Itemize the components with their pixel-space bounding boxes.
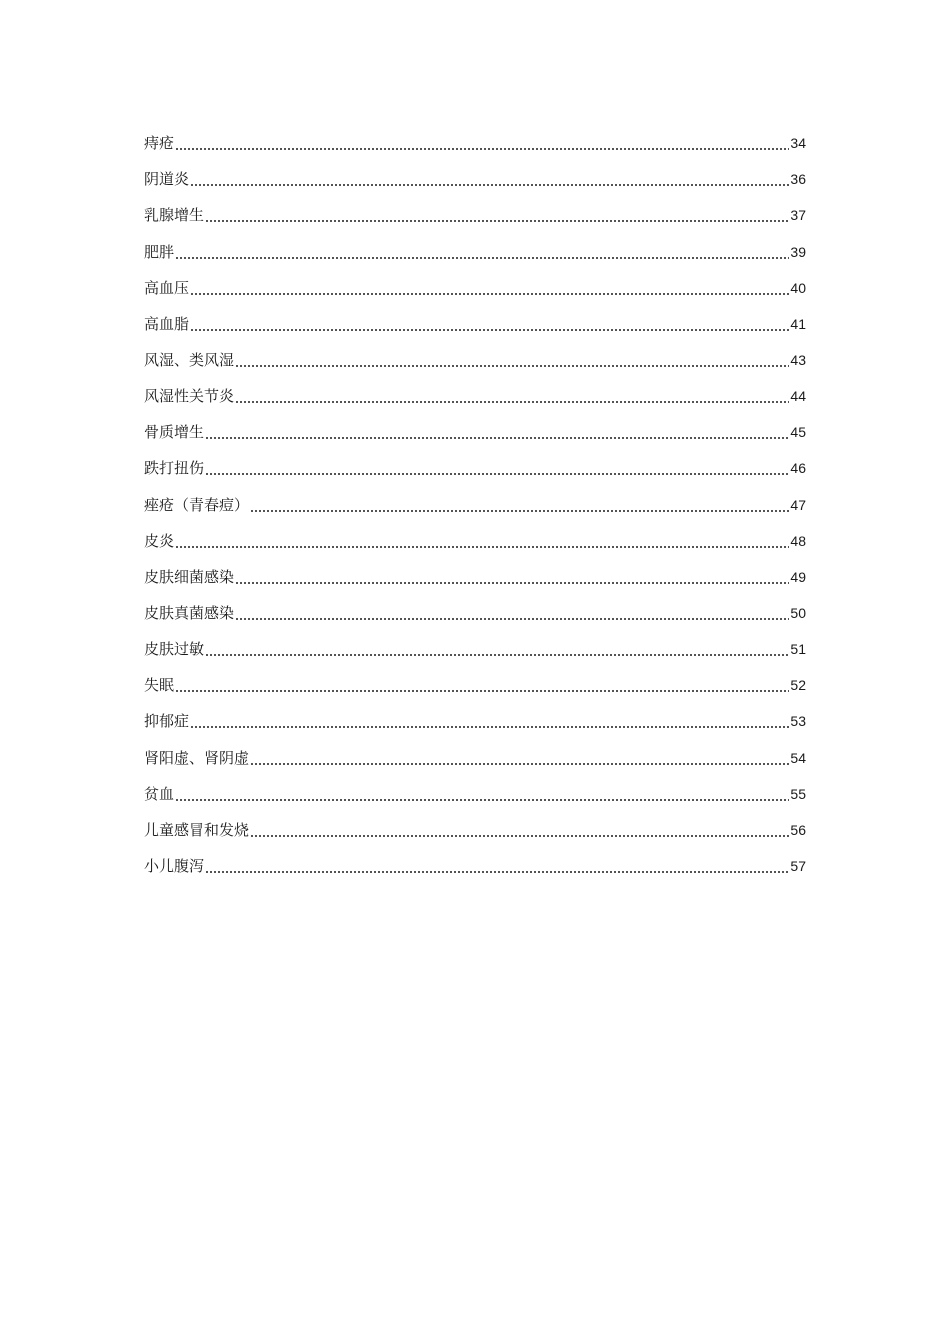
dot-leader (235, 365, 789, 367)
toc-entry[interactable] (144, 480, 806, 516)
toc-entry[interactable] (144, 589, 806, 625)
toc-entry-page-number: 48 (790, 532, 806, 549)
toc-entry[interactable] (144, 842, 806, 878)
toc-entry-title: 痤疮（青春痘） (144, 495, 250, 514)
dot-leader (175, 148, 789, 150)
toc-entry[interactable] (144, 444, 806, 480)
dot-leader (175, 799, 789, 801)
toc-entry[interactable] (144, 227, 806, 263)
dot-leader (235, 582, 789, 584)
dot-leader (205, 871, 789, 873)
dot-leader (205, 473, 789, 475)
toc-entry-page-number: 34 (790, 135, 806, 152)
toc-entry-page-number: 56 (790, 821, 806, 838)
toc-entry-page-number: 53 (790, 713, 806, 730)
toc-entry-title: 失眠 (144, 676, 175, 695)
toc-entry[interactable] (144, 264, 806, 300)
toc-entry-page-number: 46 (790, 460, 806, 477)
toc-entry-page-number: 39 (790, 243, 806, 260)
toc-entry-title: 皮炎 (144, 531, 175, 550)
toc-entry[interactable] (144, 300, 806, 336)
toc-entry-page-number: 49 (790, 568, 806, 585)
toc-entry[interactable] (144, 119, 806, 155)
toc-entry[interactable] (144, 733, 806, 769)
toc-entry-title: 风湿、类风湿 (144, 350, 235, 369)
dot-leader (250, 510, 789, 512)
toc-entry-page-number: 37 (790, 207, 806, 224)
toc-entry[interactable] (144, 661, 806, 697)
dot-leader (205, 220, 789, 222)
toc-entry[interactable] (144, 336, 806, 372)
dot-leader (190, 184, 789, 186)
toc-entry-title: 皮肤真菌感染 (144, 603, 235, 622)
toc-entry[interactable] (144, 372, 806, 408)
dot-leader (235, 618, 789, 620)
toc-entry-title: 皮肤细菌感染 (144, 567, 235, 586)
toc-entry-page-number: 55 (790, 785, 806, 802)
toc-entry-title: 小儿腹泻 (144, 856, 205, 875)
toc-entry-page-number: 36 (790, 171, 806, 188)
toc-entry-page-number: 40 (790, 279, 806, 296)
dot-leader (205, 654, 789, 656)
toc-entry-title: 乳腺增生 (144, 206, 205, 225)
toc-entry[interactable] (144, 553, 806, 589)
toc-entry-page-number: 44 (790, 388, 806, 405)
toc-entry-page-number: 54 (790, 749, 806, 766)
toc-entry-title: 跌打扭伤 (144, 459, 205, 478)
toc-entry-title: 肾阳虚、肾阴虚 (144, 748, 250, 767)
toc-entry-title: 骨质增生 (144, 423, 205, 442)
toc-entry[interactable] (144, 697, 806, 733)
toc-entry-title: 阴道炎 (144, 170, 190, 189)
toc-entry-title: 儿童感冒和发烧 (144, 820, 250, 839)
toc-entry[interactable] (144, 770, 806, 806)
dot-leader (190, 726, 789, 728)
toc-entry-title: 贫血 (144, 784, 175, 803)
dot-leader (250, 763, 789, 765)
toc-entry[interactable] (144, 155, 806, 191)
toc-entry[interactable] (144, 625, 806, 661)
toc-entry-title: 皮肤过敏 (144, 640, 205, 659)
toc-entry-page-number: 52 (790, 677, 806, 694)
toc-entry-page-number: 50 (790, 604, 806, 621)
dot-leader (175, 257, 789, 259)
dot-leader (190, 293, 789, 295)
toc-entry[interactable] (144, 408, 806, 444)
toc-entry-title: 高血脂 (144, 314, 190, 333)
toc-entry-page-number: 57 (790, 857, 806, 874)
dot-leader (205, 437, 789, 439)
table-of-contents (144, 119, 806, 878)
toc-entry-title: 痔疮 (144, 134, 175, 153)
toc-entry[interactable] (144, 191, 806, 227)
toc-entry[interactable] (144, 806, 806, 842)
toc-entry-title: 高血压 (144, 278, 190, 297)
toc-entry-page-number: 45 (790, 424, 806, 441)
dot-leader (250, 835, 789, 837)
toc-entry[interactable] (144, 517, 806, 553)
dot-leader (175, 546, 789, 548)
dot-leader (190, 329, 789, 331)
dot-leader (235, 401, 789, 403)
toc-entry-page-number: 51 (790, 641, 806, 658)
toc-entry-title: 风湿性关节炎 (144, 387, 235, 406)
toc-entry-page-number: 41 (790, 315, 806, 332)
toc-entry-page-number: 47 (790, 496, 806, 513)
toc-entry-title: 肥胖 (144, 242, 175, 261)
toc-entry-page-number: 43 (790, 351, 806, 368)
dot-leader (175, 690, 789, 692)
toc-entry-title: 抑郁症 (144, 712, 190, 731)
